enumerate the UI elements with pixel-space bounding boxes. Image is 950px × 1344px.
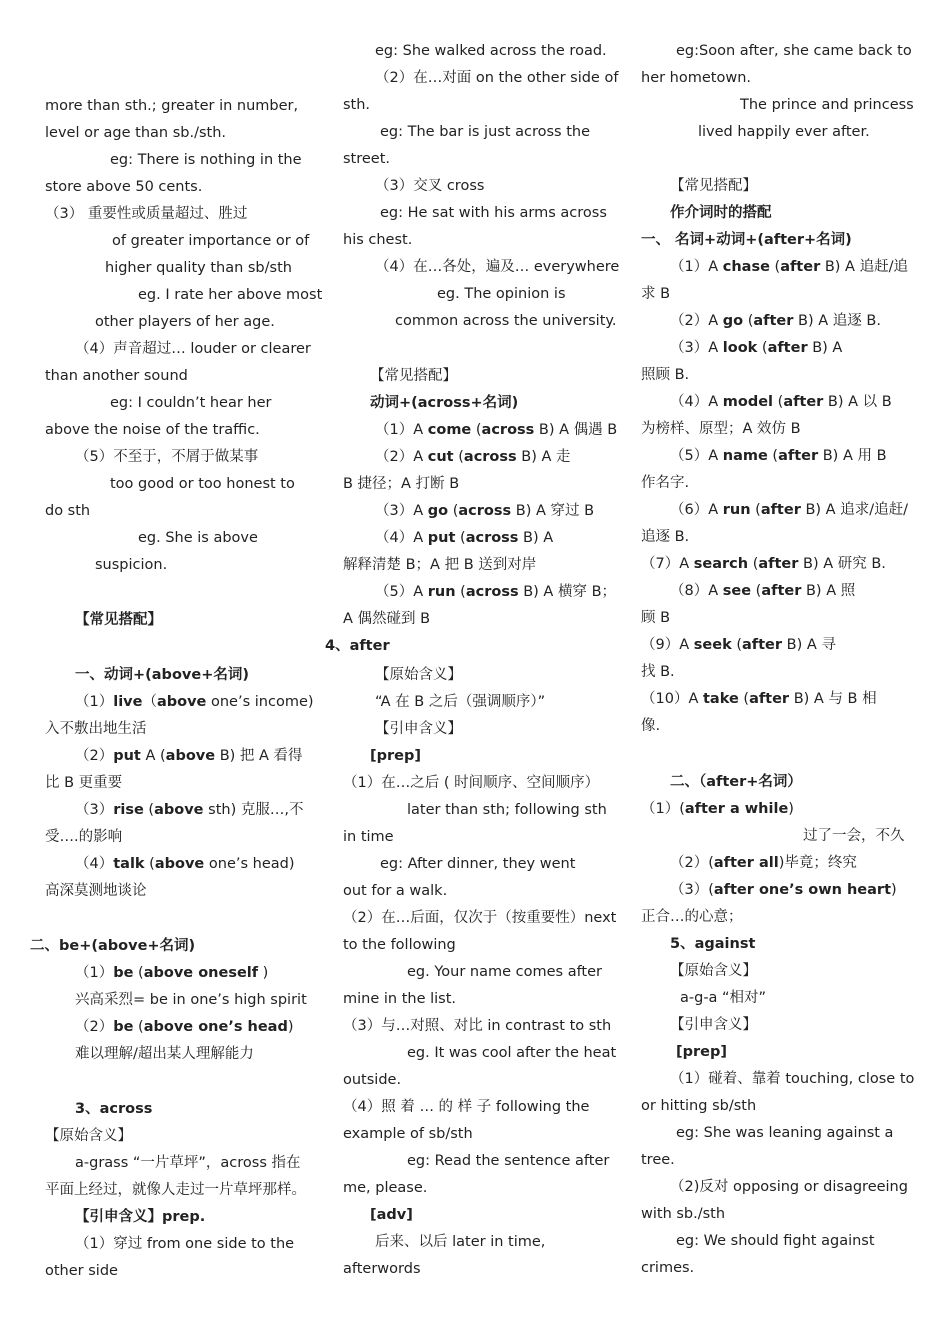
text-line: （2）put A (above B) 把 A 看得	[75, 748, 303, 764]
text-line: 比 B 更重要	[45, 775, 123, 791]
text-line: （4）A model (after B) A 以 B	[670, 394, 892, 410]
text-line: （2)反对 opposing or disagreeing	[670, 1179, 908, 1195]
text-line: eg. The opinion is	[437, 286, 566, 302]
text-line: in time	[343, 829, 394, 845]
text-line: 为榜样、原型；A 效仿 B	[641, 421, 801, 437]
text-line: [prep]	[370, 748, 421, 764]
text-line: suspicion.	[95, 557, 168, 573]
text-line: afterwords	[343, 1261, 421, 1277]
text-line: outside.	[343, 1072, 402, 1088]
text-line: mine in the list.	[343, 991, 457, 1007]
text-line: do sth	[45, 503, 91, 519]
text-line: eg: After dinner, they went	[380, 856, 576, 872]
text-line: 【引申含义】	[670, 1017, 757, 1033]
text-line: 入不敷出地生活	[45, 721, 147, 737]
text-line: 受….的影响	[45, 829, 123, 845]
text-line: The prince and princess	[740, 97, 914, 113]
text-line: （8）A see (after B) A 照	[670, 583, 856, 599]
text-line: （10）A take (after B) A 与 B 相	[641, 691, 877, 707]
text-line: a-g-a “相对”	[680, 990, 767, 1006]
text-line: “A 在 B 之后（强调顺序）”	[375, 694, 546, 710]
text-line: 作介词时的搭配	[670, 205, 772, 221]
text-line: 一、动词+(above+名词)	[75, 667, 249, 683]
text-line: 【常见搭配】	[670, 178, 757, 194]
text-line: （3）交叉 cross	[375, 178, 485, 194]
text-line: 二、be+(above+名词)	[30, 938, 196, 954]
text-line: （1）(after a while)	[641, 801, 794, 817]
text-line: 4、after	[325, 638, 390, 654]
text-line: （1）be (above oneself )	[75, 965, 269, 981]
text-line: eg: Read the sentence after	[407, 1153, 610, 1169]
text-line: （1）在…之后 ( 时间顺序、空间顺序）	[343, 775, 600, 791]
text-line: of greater importance or of	[112, 233, 310, 249]
text-line: 后来、以后 later in time,	[375, 1234, 546, 1250]
text-line: （3）(after one’s own heart)	[670, 882, 897, 898]
text-line: out for a walk.	[343, 883, 448, 899]
text-line: common across the university.	[395, 313, 617, 329]
text-line: 3、across	[75, 1101, 153, 1117]
text-line: （3） 重要性或质量超过、胜过	[45, 206, 248, 222]
text-line: above the noise of the traffic.	[45, 422, 260, 438]
text-line: （5）A run (across B) A 横穿 B；	[375, 584, 617, 600]
text-line: other players of her age.	[95, 314, 275, 330]
text-line: （1）碰着、靠着 touching, close to	[670, 1071, 915, 1087]
text-line: [adv]	[370, 1207, 413, 1223]
text-line: 兴高采烈= be in one’s high spirit	[75, 992, 307, 1008]
text-line: B 捷径；A 打断 B	[343, 476, 460, 492]
text-line: （1）穿过 from one side to the	[75, 1236, 295, 1252]
text-line: （9）A seek (after B) A 寻	[641, 637, 836, 653]
text-line: 解释清楚 B；A 把 B 送到对岸	[343, 557, 537, 573]
text-line: 找 B.	[641, 664, 675, 680]
text-line: （3）rise (above sth) 克服…,不	[75, 802, 304, 818]
text-line: higher quality than sb/sth	[105, 260, 292, 276]
text-line: 一、 名词+动词+(after+名词)	[641, 232, 852, 248]
text-line: me, please.	[343, 1180, 428, 1196]
text-line: （3）A look (after B) A	[670, 340, 843, 356]
text-line: eg:Soon after, she came back to	[676, 43, 912, 59]
text-line: than another sound	[45, 368, 188, 384]
text-line: （4）照 着 … 的 样 子 following the	[343, 1099, 590, 1115]
text-line: 求 B	[641, 286, 671, 302]
text-line: eg. Your name comes after	[407, 964, 602, 980]
text-line: A 偶然碰到 B	[343, 611, 431, 627]
text-line: （6）A run (after B) A 追求/追赶/	[670, 502, 908, 518]
text-line: 动词+(across+名词)	[370, 395, 519, 411]
text-line: 【引申含义】	[375, 721, 462, 737]
text-line: （2）在…后面，仅次于（按重要性）next	[343, 910, 617, 926]
text-line: （5）不至于，不屑于做某事	[75, 449, 259, 465]
text-line: eg: She walked across the road.	[375, 43, 607, 59]
text-line: crimes.	[641, 1260, 695, 1276]
text-line: her hometown.	[641, 70, 752, 86]
text-line: （2）A cut (across B) A 走	[375, 449, 571, 465]
text-line: eg: The bar is just across the	[380, 124, 591, 140]
text-line: eg. It was cool after the heat	[407, 1045, 617, 1061]
text-line: his chest.	[343, 232, 413, 248]
text-line: （2）A go (after B) A 追逐 B.	[670, 313, 881, 329]
text-line: store above 50 cents.	[45, 179, 203, 195]
text-line: tree.	[641, 1152, 675, 1168]
text-line: （3）与…对照、对比 in contrast to sth	[343, 1018, 612, 1034]
text-line: more than sth.; greater in number,	[45, 98, 299, 114]
text-line: 【原始含义】	[375, 667, 462, 683]
text-line: （2）be (above one’s head)	[75, 1019, 294, 1035]
text-line: 5、against	[670, 936, 756, 952]
text-line: 【引申含义】prep.	[75, 1209, 206, 1225]
text-line: 【原始含义】	[45, 1128, 132, 1144]
text-line: too good or too honest to	[110, 476, 295, 492]
text-line: eg: We should fight against	[676, 1233, 875, 1249]
text-line: to the following	[343, 937, 456, 953]
text-line: with sb./sth	[641, 1206, 726, 1222]
text-line: （1）A chase (after B) A 追赶/追	[670, 259, 908, 275]
text-line: 高深莫测地谈论	[45, 883, 147, 899]
text-line: lived happily ever after.	[698, 124, 870, 140]
text-line: 过了一会，不久	[803, 828, 905, 844]
text-line: 二、（after+名词）	[670, 774, 802, 790]
text-line: example of sb/sth	[343, 1126, 473, 1142]
text-line: 像.	[641, 718, 661, 734]
text-line: eg: I couldn’t hear her	[110, 395, 272, 411]
text-line: 顾 B	[641, 610, 671, 626]
text-line: street.	[343, 151, 391, 167]
text-line: （4）A put (across B) A	[375, 530, 554, 546]
text-line: level or age than sb./sth.	[45, 125, 227, 141]
text-line: （7）A search (after B) A 研究 B.	[641, 556, 886, 572]
text-line: （5）A name (after B) A 用 B	[670, 448, 887, 464]
text-line: 【常见搭配】	[75, 612, 162, 628]
text-line: 追逐 B.	[641, 529, 690, 545]
text-line: eg: He sat with his arms across	[380, 205, 607, 221]
text-line: eg: She was leaning against a	[676, 1125, 894, 1141]
text-line: （4）talk (above one’s head)	[75, 856, 295, 872]
text-line: 作名字.	[641, 475, 690, 491]
text-line: 难以理解/超出某人理解能力	[75, 1046, 254, 1062]
text-line: （3）A go (across B) A 穿过 B	[375, 503, 595, 519]
text-line: （4）声音超过… louder or clearer	[75, 341, 311, 357]
text-line: （1）live（above one’s income)	[75, 694, 314, 710]
text-line: （2）(after all)毕竟；终究	[670, 855, 857, 871]
text-line: eg. I rate her above most	[138, 287, 323, 303]
text-line: 照顾 B.	[641, 367, 690, 383]
text-line: a-grass “一片草坪”，across 指在	[75, 1155, 301, 1171]
text-line: eg. She is above	[138, 530, 258, 546]
text-line: 【常见搭配】	[370, 368, 457, 384]
text-line: later than sth; following sth	[407, 802, 607, 818]
text-line: （1）A come (across B) A 偶遇 B	[375, 422, 618, 438]
text-line: 平面上经过，就像人走过一片草坪那样。	[45, 1182, 306, 1198]
text-line: other side	[45, 1263, 118, 1279]
text-line: （4）在…各处，遍及… everywhere	[375, 259, 620, 275]
text-line: [prep]	[676, 1044, 727, 1060]
text-line: （2）在…对面 on the other side of	[375, 70, 619, 86]
text-line: or hitting sb/sth	[641, 1098, 757, 1114]
text-line: 【原始含义】	[670, 963, 757, 979]
text-line: 正合…的心意；	[641, 909, 743, 925]
text-line: eg: There is nothing in the	[110, 152, 302, 168]
text-line: sth.	[343, 97, 371, 113]
